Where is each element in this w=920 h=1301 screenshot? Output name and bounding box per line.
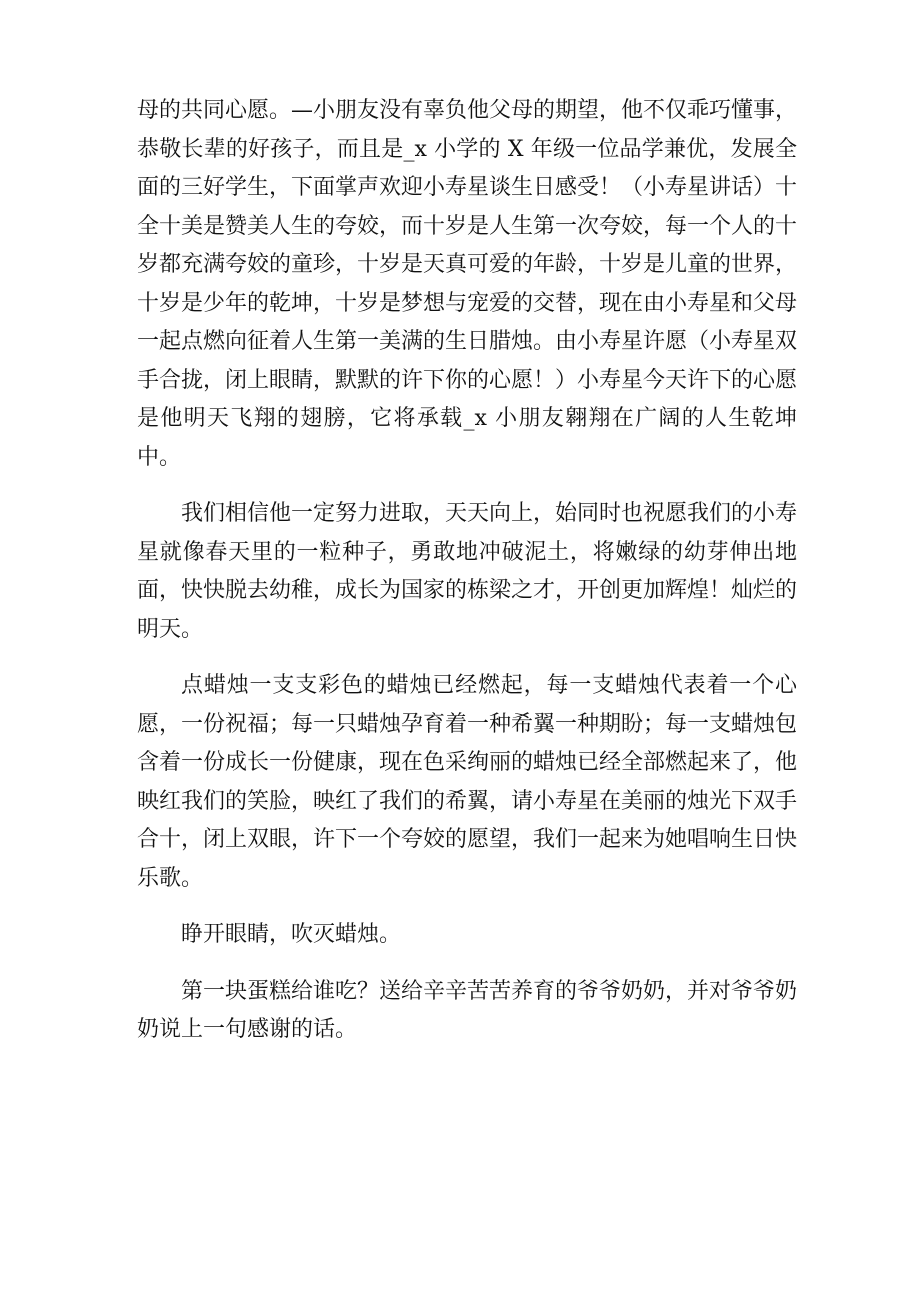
- paragraph-3: 点蜡烛一支支彩色的蜡烛已经燃起，每一支蜡烛代表着一个心愿，一份祝福；每一只蜡烛孕育着一种希翼一种期盼；每一支蜡烛包含着一份成长一份健康，现在色采绚丽的蜡烛已经全部燃起来了，他映红我们的笑脸，映红了我们的希翼，请小寿星在美丽的烛光下双手合十，闭上双眼，许下一个夸姣的愿望，我们一起来为她唱响生日快乐歌。: [137, 673, 798, 891]
- paragraph-5: 第一块蛋糕给谁吃？送给辛辛苦苦养育的爷爷奶奶，并对爷爷奶奶说上一句感谢的话。: [137, 978, 798, 1042]
- paragraph-2: 我们相信他一定努力进取，天天向上，始同时也祝愿我们的小寿星就像春天里的一粒种子，勇敢地冲破泥土，将嫩绿的幼芽伸出地面，快快脱去幼稚，成长为国家的栋梁之才，开创更加辉煌！灿烂的明天。: [137, 501, 798, 642]
- paragraph-1: 母的共同心愿。—小朋友没有辜负他父母的期望，他不仅乖巧懂事，恭敬长辈的好孩子，而且是_x 小学的 X 年级一位品学兼优，发展全面的三好学生，下面掌声欢迎小寿星谈生日感受！（小寿星讲话）十全十美是赞美人生的夸姣，而十岁是人生第一次夸姣，每一个人的十岁都充满夸姣的童珍，十岁是天真可爱的年龄，十岁是儿童的世界，十岁是少年的乾坤，十岁是梦想与宠爱的交替，现在由小寿星和父母一起点燃向征着人生第一美满的生日腊烛。由小寿星许愿（小寿星双手合拢，闭上眼睛，默默的许下你的心愿！）小寿星今天许下的心愿是他明天飞翔的翅膀，它将承载_x 小朋友翱翔在广阔的人生乾坤中。: [137, 98, 798, 470]
- document-body: [137, 92, 797, 1050]
- paragraph-4: 睁开眼睛，吹灭蜡烛。: [181, 922, 402, 947]
